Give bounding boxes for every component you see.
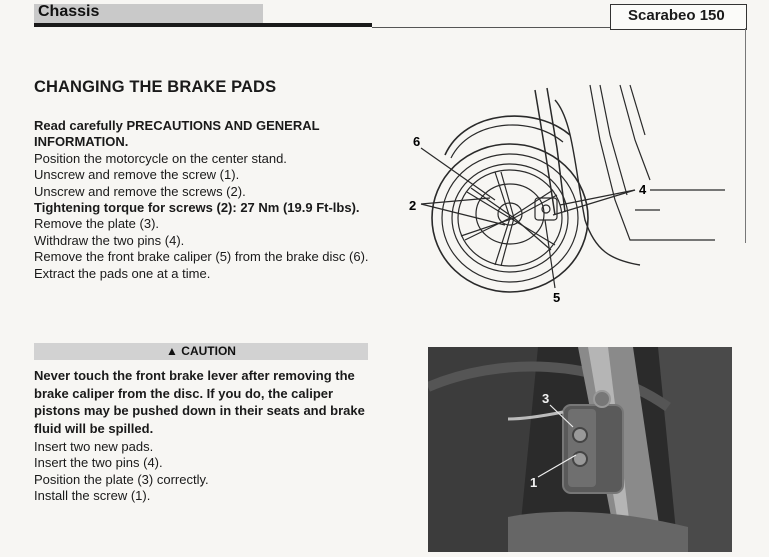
- step-text: Remove the plate (3).: [34, 216, 160, 232]
- margin-rule: [745, 28, 746, 243]
- step-text: Install the screw (1).: [34, 488, 151, 504]
- caution-label: CAUTION: [181, 344, 236, 358]
- wheel-diagram: [395, 80, 725, 305]
- step-text: Insert two new pads.: [34, 439, 154, 454]
- callout-3: 3: [542, 391, 550, 406]
- step-text: Remove the front brake caliper (5) from the brake disc (6).: [34, 249, 369, 265]
- callout-2: 2: [409, 198, 417, 213]
- callout-4: 4: [639, 182, 647, 197]
- caliper-photo: [428, 347, 732, 552]
- section-title: Chassis: [38, 3, 100, 20]
- callout-6: 6: [413, 134, 421, 149]
- torque-spec: Tightening torque for screws (2): 27 Nm (19.9 Ft-lbs).: [34, 200, 360, 216]
- step-text: Read carefully PRECAUTIONS AND GENERAL INFORMATION.: [34, 118, 320, 150]
- step-text: Withdraw the two pins (4).: [34, 232, 185, 248]
- step-text: Unscrew and remove the screws (2).: [34, 183, 246, 199]
- page-title: CHANGING THE BRAKE PADS: [34, 78, 277, 96]
- callout-5: 5: [553, 290, 561, 305]
- procedure-steps: [34, 118, 379, 282]
- step-text: Position the plate (3) correctly.: [34, 471, 209, 487]
- header-divider: [372, 27, 610, 28]
- callout-1: 1: [530, 475, 538, 490]
- step-text: Position the motorcycle on the center stand.: [34, 150, 287, 166]
- reassembly-steps: [34, 439, 379, 505]
- section-rule: [34, 23, 372, 27]
- warning-triangle-icon: ▲: [166, 344, 178, 358]
- step-text: Insert the two pins (4).: [34, 455, 163, 471]
- caution-text: Never touch the front brake lever after removing the brake caliper from the disc. If you do, the caliper pistons may be pushed down in their seats and brake fluid will be spilled.: [34, 368, 365, 436]
- caution-banner: [34, 343, 368, 360]
- step-text: Extract the pads one at a time.: [34, 265, 211, 281]
- model-name: Scarabeo 150: [628, 7, 725, 24]
- step-text: Unscrew and remove the screw (1).: [34, 167, 240, 183]
